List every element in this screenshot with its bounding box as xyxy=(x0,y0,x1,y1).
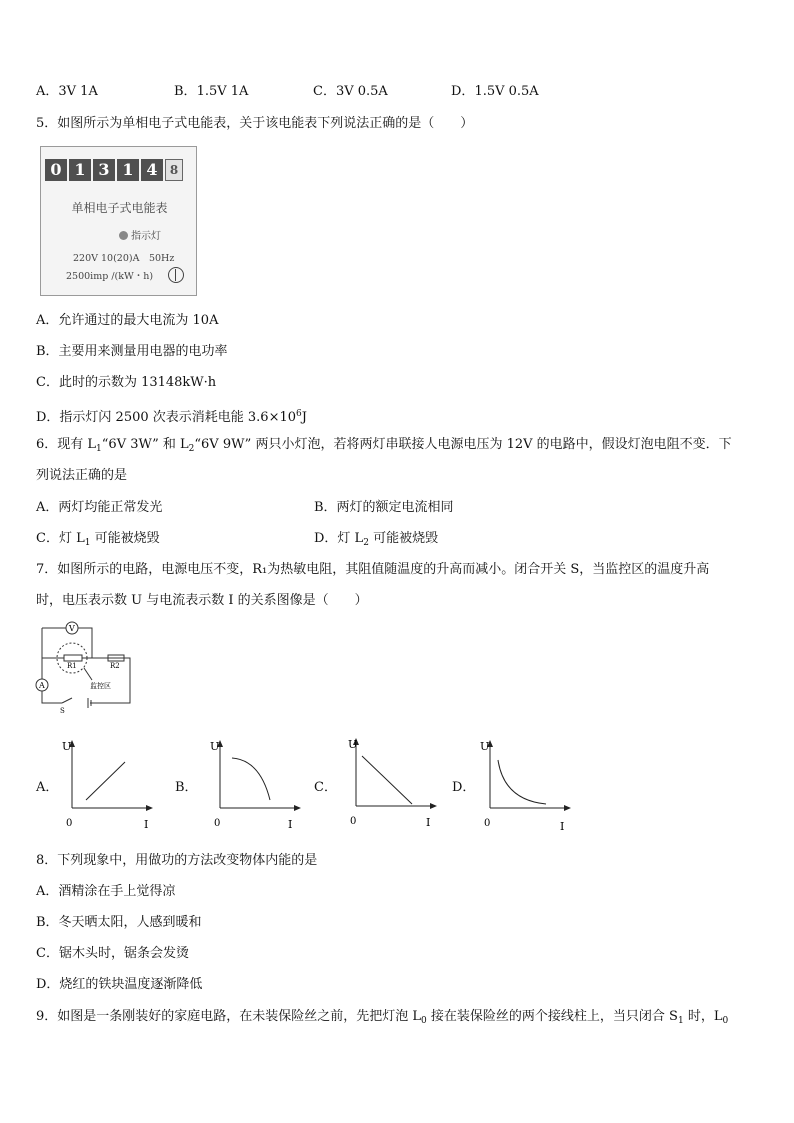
graph-b xyxy=(208,738,308,833)
graph-d-axis-i: I xyxy=(560,820,565,833)
meter-dial-icon xyxy=(168,267,184,283)
circuit-wire-bottom xyxy=(42,690,62,703)
graph-a-axis-u: U xyxy=(62,740,72,753)
meter-digit-decimal: 8 xyxy=(165,159,183,181)
graph-a-axis-i: I xyxy=(144,818,149,831)
graph-c-letter: C． xyxy=(314,780,337,795)
q5-stem: 5．如图所示为单相电子式电能表，关于该电能表下列说法正确的是（ ） xyxy=(36,116,474,131)
switch-icon xyxy=(62,698,72,703)
q4-option-d: D．1.5V 0.5A xyxy=(451,84,539,99)
meter-digits xyxy=(45,159,183,181)
q7-stem-line1: 7．如图所示的电路，电源电压不变，R₁为热敏电阻，其阻值随温度的升高而减小。闭合开关 S，当监控区的温度升高 xyxy=(36,562,710,577)
q5-option-a: A．允许通过的最大电流为 10A xyxy=(36,313,219,328)
switch-label: S xyxy=(60,707,65,715)
q8-option-c: C．锯木头时，锯条会发烫 xyxy=(36,946,189,961)
q4-option-c: C．3V 0.5A xyxy=(313,84,388,99)
electric-meter-figure xyxy=(40,146,197,296)
meter-title: 单相电子式电能表 xyxy=(71,201,168,215)
q8-option-d: D．烧红的铁块温度逐渐降低 xyxy=(36,977,203,992)
graph-c-curve xyxy=(362,756,412,804)
q8-option-b: B．冬天晒太阳，人感到暖和 xyxy=(36,915,202,930)
q6-stem: 6．现有 $L_1“6V$ 3W” 和 $L_2“6V$ 9W” 两只小灯泡，若将两灯串联接人电源电压为 12V 的电路中，假设灯泡电阻不变．下 xyxy=(36,437,732,454)
ammeter-label: A xyxy=(39,681,45,690)
graph-d-axis-u: U xyxy=(480,740,490,753)
q4-options xyxy=(36,84,756,100)
meter-digit: 3 xyxy=(93,159,115,181)
meter-digit: 1 xyxy=(69,159,91,181)
monitor-zone-pointer xyxy=(84,668,92,680)
graph-a-letter: A． xyxy=(36,780,59,795)
q4-option-a: A．3V 1A xyxy=(36,84,98,99)
graph-a xyxy=(60,738,160,833)
meter-imp: 2500imp /(kW・h) xyxy=(66,271,154,282)
meter-spec: 220V 10(20)A 50Hz xyxy=(73,253,175,264)
graph-a-curve xyxy=(86,762,125,800)
meter-digit: 4 xyxy=(141,159,163,181)
q4-option-b: B．1.5V 1A xyxy=(174,84,249,99)
graph-b-origin: 0 xyxy=(214,818,221,829)
graph-c-axis-i: I xyxy=(426,816,431,829)
r1-label: R1 xyxy=(67,662,77,670)
graph-c-origin: 0 xyxy=(350,816,357,827)
q6-option-a: A．两灯均能正常发光 xyxy=(36,500,163,515)
q6-option-d: D．灯 $L_2$ 可能被烧毁 xyxy=(314,531,439,548)
q6-stem-line2: 列说法正确的是 xyxy=(36,468,128,483)
graph-d-origin: 0 xyxy=(484,818,491,829)
graph-b-axis-i: I xyxy=(288,818,293,831)
circuit-diagram xyxy=(32,618,142,718)
graph-b-curve xyxy=(232,758,270,800)
graph-d-curve xyxy=(498,760,546,804)
q8-option-a: A．酒精涂在手上觉得凉 xyxy=(36,884,176,899)
graph-c xyxy=(346,736,446,831)
graph-b-axis-u: U xyxy=(210,740,220,753)
meter-digit: 1 xyxy=(117,159,139,181)
voltmeter-label: V xyxy=(69,624,75,633)
q5-option-b: B．主要用来测量用电器的电功率 xyxy=(36,344,228,359)
q6-option-b: B．两灯的额定电流相同 xyxy=(314,500,454,515)
indicator-lamp-icon xyxy=(119,231,128,240)
meter-indicator: 指示灯 xyxy=(119,227,161,242)
q8-stem: 8．下列现象中，用做功的方法改变物体内能的是 xyxy=(36,853,318,868)
r2-label: R2 xyxy=(110,662,120,670)
q6-option-c: C．灯 $L_1$ 可能被烧毁 xyxy=(36,531,160,548)
monitor-zone-label: 监控区 xyxy=(90,682,111,690)
q5-option-d: D．指示灯闪 2500 次表示消耗电能 $3.6\times 10^6J$ xyxy=(36,409,307,425)
q9-stem: 9．如图是一条刚装好的家庭电路，在未装保险丝之前，先把灯泡 $L_0$ 接在装保险丝的两个接线柱上，当只闭合 $S_1$ 时，$L_0$ xyxy=(36,1009,729,1026)
graph-d-letter: D． xyxy=(452,780,476,795)
graph-c-axis-u: U xyxy=(348,738,358,751)
graph-a-origin: 0 xyxy=(66,818,73,829)
q7-stem-line2: 时，电压表示数 U 与电流表示数 I 的关系图像是（ ） xyxy=(36,593,368,608)
meter-digit: 0 xyxy=(45,159,67,181)
graph-b-letter: B． xyxy=(175,780,198,795)
resistor-r1-icon xyxy=(64,655,82,661)
graph-d xyxy=(478,738,578,833)
q5-option-c: C．此时的示数为 13148kW·h xyxy=(36,375,217,390)
